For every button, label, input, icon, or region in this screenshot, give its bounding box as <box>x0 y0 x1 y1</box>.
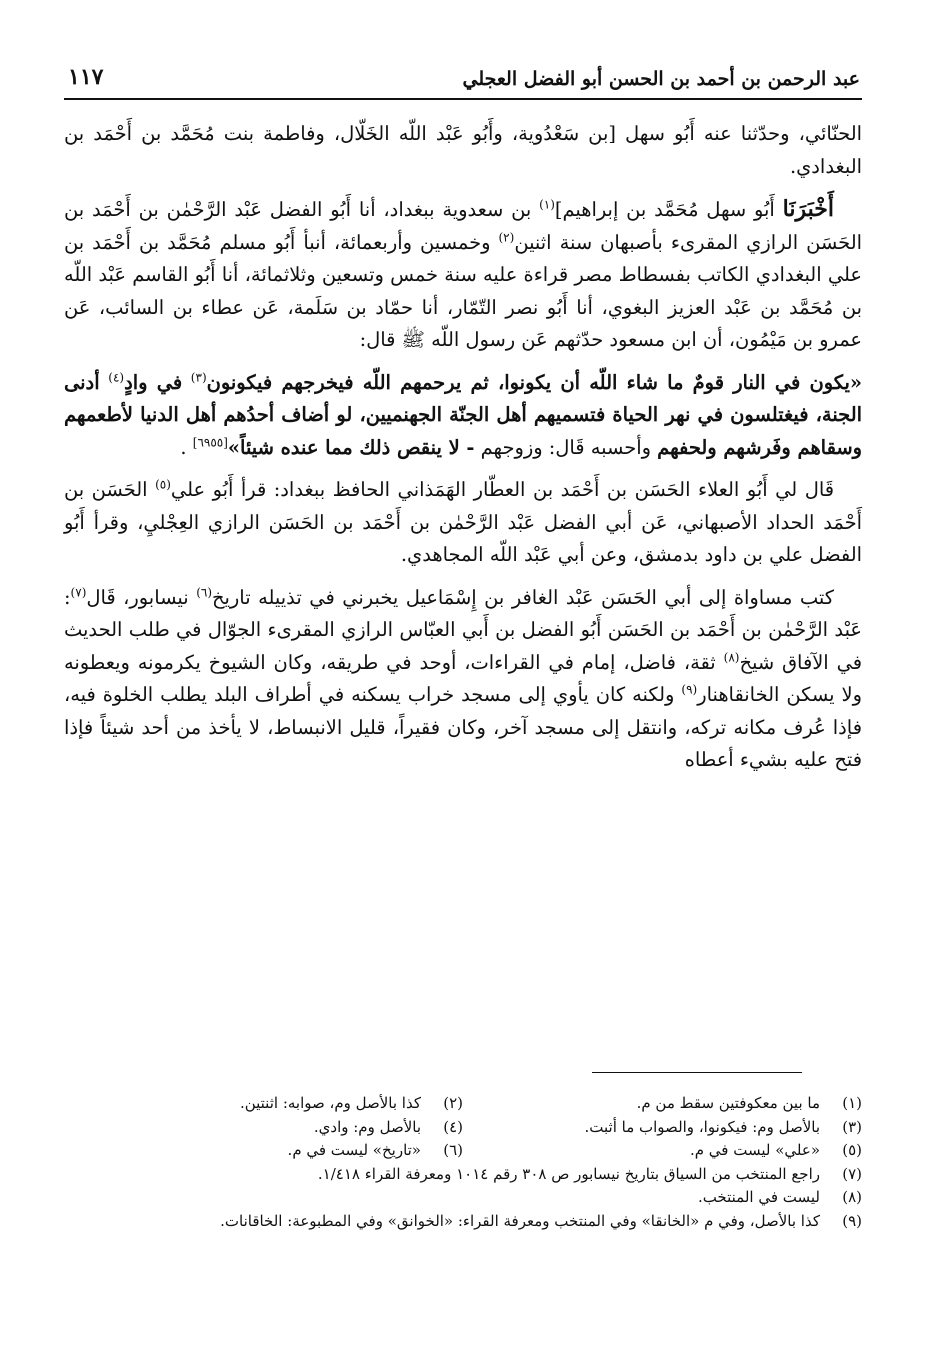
footnote-ref-5[interactable]: (٥) <box>155 477 171 492</box>
p5-part-a: كتب مساواة إلى أبي الحَسَن عَبْد الغافر بن إِسْمَاعيل يخبرني في تذييله تاريخ <box>212 585 834 609</box>
footnote-row <box>64 1139 862 1163</box>
footnote-number: (٨) <box>842 1188 862 1206</box>
paragraph-5 <box>64 582 862 777</box>
page-header <box>64 58 862 100</box>
paragraph-3-hadith <box>64 367 862 465</box>
paragraph-1-text: الحنّائي، وحدّثنا عنه أَبُو سهل [بن سَعْدُوية، وأَبُو عَبْد اللّه الخَلّال، وفاطمة بنت مُحَمَّد بن أَحْمَد بن البغدادي. <box>64 122 862 178</box>
footnote-ref-6[interactable]: (٦) <box>196 585 213 600</box>
footnote-number: (٢) <box>443 1094 463 1112</box>
p4-part-a: قَال لي أَبُو العلاء الحَسَن بن أَحْمَد بن العطّار الهَمَذاني الحافظ ببغداد: قرأ أَبُو علي <box>170 478 834 501</box>
book-page <box>64 58 862 1298</box>
footnote-divider <box>592 1072 802 1073</box>
footnote-ref-1[interactable]: (١) <box>539 197 555 212</box>
footnote-row <box>64 1210 862 1234</box>
p3-part-c: أدنى الجنة، فيغتلسون في نهر الحياة فتسميهم أهل الجنّة الجهنميين، لو أضاف أحدُهم أهل الدنيا لأطعمهم وسقاهم وفَرشهم ولحفهم <box>64 370 862 459</box>
footnote-4 <box>64 1116 463 1140</box>
footnote-number: (٦) <box>443 1141 463 1159</box>
footnote-number: (٤) <box>443 1117 463 1136</box>
p3-part-e: - لا ينقص ذلك مما عنده شيئاً» <box>227 435 475 459</box>
footnote-number: (٩) <box>842 1211 862 1230</box>
p3-part-a: «يكون في النار قومٌ ما شاء اللّه أن يكونوا، ثم يرحمهم اللّه فيخرجهم فيكونون <box>206 370 862 394</box>
footnote-row <box>64 1092 862 1116</box>
footnote-text: بالأصل وم: فيكونوا، والصواب ما أثبت. <box>584 1117 820 1136</box>
footnote-row <box>64 1116 862 1140</box>
main-text <box>64 118 862 777</box>
footnote-number: (٣) <box>842 1117 862 1136</box>
p4-part-b: الحَسَن بن أَحْمَد الحداد الأصبهاني، عَن أبي الفضل عَبْد الرَّحْمٰن بن أَحْمَد بن الحَسَن الرازي العِجْليِ، وقرأ أَبُو الفضل علي بن داود بدمشق، وعن أبي عَبْد اللّه المجاهدي. <box>64 478 862 566</box>
footnote-3 <box>463 1116 862 1140</box>
footnote-number: (٧) <box>842 1164 862 1183</box>
p2-part-b: بن سعدوية ببغداد، أنا أَبُو الفضل عَبْد الرَّحْمٰن بن أَحْمَد بن الحَسَن الرازي المقرىء بأصبهان سنة اثنين <box>64 198 862 254</box>
paragraph-1 <box>64 118 862 183</box>
p3-part-d: وأحسبه قَال: وزوجهم <box>480 435 651 459</box>
footnote-text: كذا بالأصل، وفي م «الخانقا» وفي المنتخب ومعرفة القراء: «الخوانق» وفي المطبوعة: الخاقانات. <box>220 1211 820 1230</box>
running-title: عبد الرحمن بن أحمد بن الحسن أبو الفضل العجلي <box>462 68 860 90</box>
p2-part-c: وخمسين وأربعمائة، أنبأ أَبُو مسلم مُحَمَّد بن أَحْمَد بن علي البغدادي الكاتب بفسطاط مصر قراءة عليه سنة خمس وتسعين وثلاثمائة، أنا أَبُو القاسم عَبْد اللّه بن مُحَمَّد بن عَبْد العزيز البغوي، أنا أَبُو نصر التّمّار، أنا حمّاد بن سَلَمة، عَن عطاء بن السائب، عَن عمرو بن مَيْمُون، أن ابن مسعود حدّثهم عَن رسول اللّه ﷺ قال: <box>64 230 862 351</box>
footnote-ref-2[interactable]: (٢) <box>498 230 515 245</box>
page-number: ١١٧ <box>68 64 104 90</box>
p3-part-b: في وادٍ <box>124 370 183 394</box>
footnote-2 <box>64 1092 463 1116</box>
footnote-number: (١) <box>842 1094 862 1112</box>
footnote-text: بالأصل وم: وادي. <box>313 1117 421 1136</box>
p5-part-c: : عَبْد الرَّحْمٰن بن أَحْمَد بن الحَسَن أَبُو الفضل بن أَبي العبّاس الرازي المقرىء الجوّال في طلب الحديث في الآفاق شيخ <box>64 585 863 674</box>
p2-part-a: أَبُو سهل مُحَمَّد بن إبراهيم] <box>554 198 775 221</box>
footnote-text: «تاريخ» ليست في م. <box>287 1141 421 1159</box>
footnote-1 <box>463 1092 862 1116</box>
footnote-text: «علي» ليست في م. <box>689 1141 820 1159</box>
paragraph-4 <box>64 474 862 572</box>
akhbarana-lead: أَخْبَرَنَا <box>782 196 834 222</box>
footnote-ref-3[interactable]: (٣) <box>190 370 207 385</box>
footnote-ref-7[interactable]: (٧) <box>70 585 87 600</box>
p5-part-d: ثقة، فاضل، إمام في القراءات، أوحد في طريقه، وكان الشيوخ يكرمونه ويعطونه ولا يسكن الخانقاهنار <box>64 650 862 706</box>
footnote-text: ما بين معكوفتين سقط من م. <box>636 1094 820 1112</box>
footnote-number: (٥) <box>842 1141 862 1159</box>
footnote-6 <box>64 1139 463 1163</box>
footnote-9 <box>64 1210 862 1234</box>
footnote-text: راجع المنتخب من السياق بتاريخ نيسابور ص ٣٠٨ رقم ١٠١٤ ومعرفة القراء ١/٤١٨. <box>317 1164 820 1183</box>
footnote-7 <box>64 1163 862 1187</box>
footnote-ref-8[interactable]: (٨) <box>723 650 740 665</box>
p3-end: . <box>180 435 187 459</box>
p5-part-b: نيسابور، قَال <box>86 585 189 609</box>
footnote-8 <box>64 1186 862 1210</box>
footnote-5 <box>463 1139 862 1163</box>
footnote-row <box>64 1186 862 1210</box>
hadith-number: [٦٩٥٥] <box>192 435 228 450</box>
footnotes <box>64 1092 862 1233</box>
paragraph-2 <box>64 193 862 357</box>
footnote-ref-9[interactable]: (٩) <box>681 682 698 697</box>
footnote-text: ليست في المنتخب. <box>697 1188 820 1206</box>
footnote-text: كذا بالأصل وم، صوابه: اثنتين. <box>239 1094 421 1112</box>
p5-part-e: ولكنه كان يأوي إلى مسجد خراب يسكنه في أطراف البلد يطلب الخلوة فيه، فإذا عُرف مكانه تركه، وانتقل إلى مسجد آخر، وكان فقيراً، قليل الانبساط، لا يأخذ من أحد شيئاً فإذا فتح عليه بشيء أعطاه <box>64 683 862 771</box>
footnote-row <box>64 1163 862 1187</box>
footnote-ref-4[interactable]: (٤) <box>108 370 125 385</box>
